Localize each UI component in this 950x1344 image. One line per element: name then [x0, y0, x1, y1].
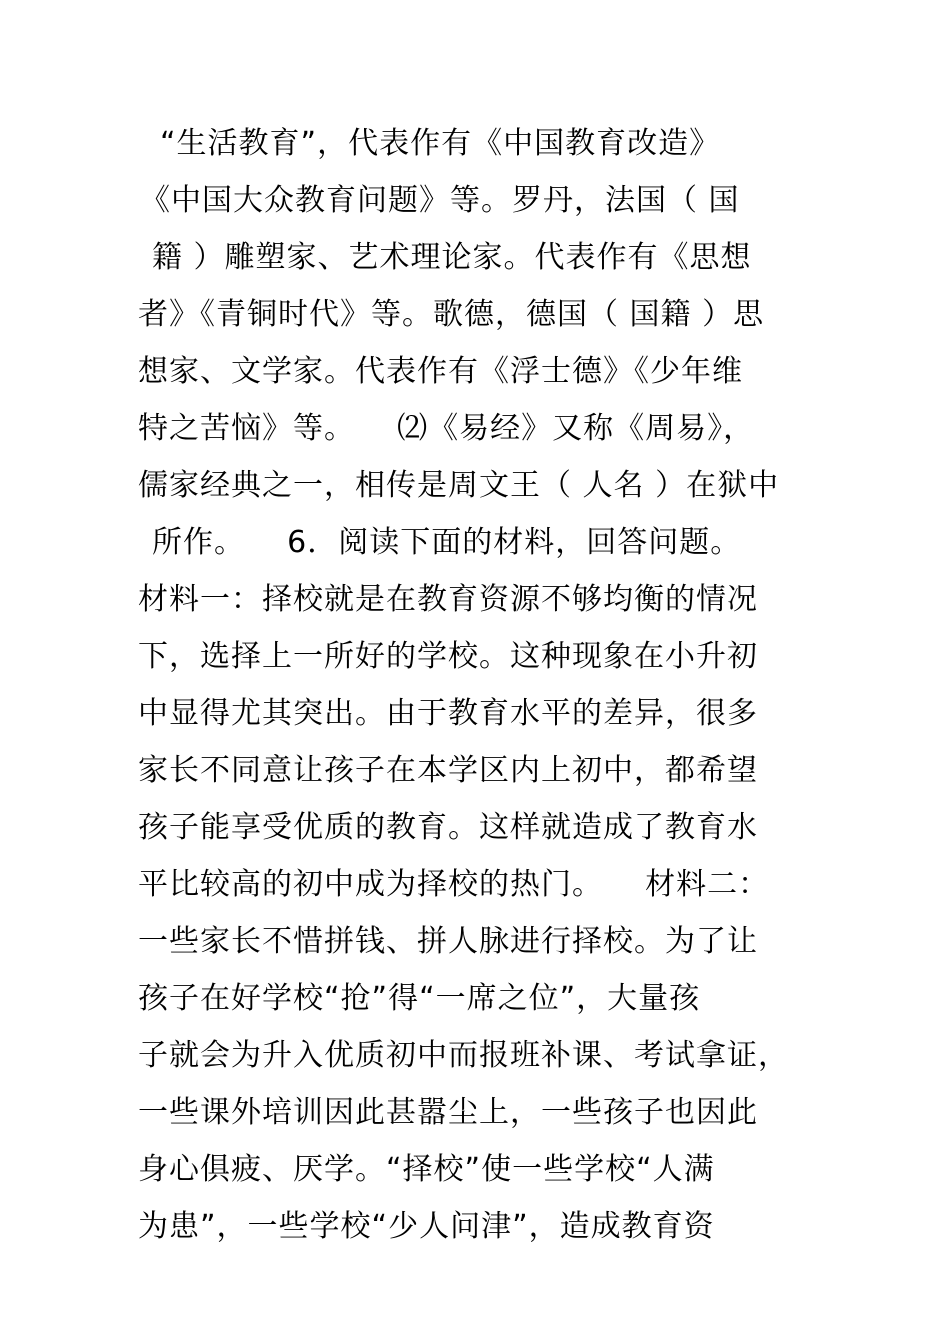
text-line: 材料一：择校就是在教育资源不够均衡的情况 [138, 582, 758, 617]
text-line: 为患”，一些学校“少人问津”，造成教育资 [138, 1209, 715, 1244]
text-line: 中显得尤其突出。由于教育水平的差异，很多 [138, 696, 758, 731]
text-line: 所作。 6．阅读下面的材料，回答问题。 [152, 525, 742, 560]
text-line: 孩子在好学校“抢”得“一席之位”，大量孩 [138, 981, 701, 1016]
text-line: 者》《青铜时代》等。歌德，德国（ 国籍 ）思 [138, 297, 765, 332]
text-line: 《中国大众教育问题》等。罗丹，法国（ 国 [140, 183, 740, 218]
text-line: 子就会为升入优质初中而报班补课、考试拿证， [138, 1038, 789, 1073]
text-line: “生活教育”，代表作有《中国教育改造》 [160, 126, 721, 161]
text-line: 儒家经典之一，相传是周文王（ 人名 ）在狱中 [138, 468, 780, 503]
text-line: 身心俱疲、厌学。“择校”使一些学校“人满 [138, 1152, 715, 1187]
text-line: 籍 ）雕塑家、艺术理论家。代表作有《思想 [152, 240, 752, 275]
text-line: 孩子能享受优质的教育。这样就造成了教育水 [138, 810, 758, 845]
text-line: 一些课外培训因此甚嚣尘上，一些孩子也因此 [138, 1095, 758, 1130]
text-line: 想家、文学家。代表作有《浮士德》《少年维 [138, 354, 743, 389]
text-line: 特之苦恼》等。 ⑵《易经》又称《周易》， [138, 411, 755, 446]
text-line: 一些家长不惜拼钱、拼人脉进行择校。为了让 [138, 924, 758, 959]
text-line: 平比较高的初中成为择校的热门。 材料二： [138, 867, 770, 902]
text-line: 下，选择上一所好的学校。这种现象在小升初 [138, 639, 758, 674]
text-line: 家长不同意让孩子在本学区内上初中，都希望 [138, 753, 758, 788]
